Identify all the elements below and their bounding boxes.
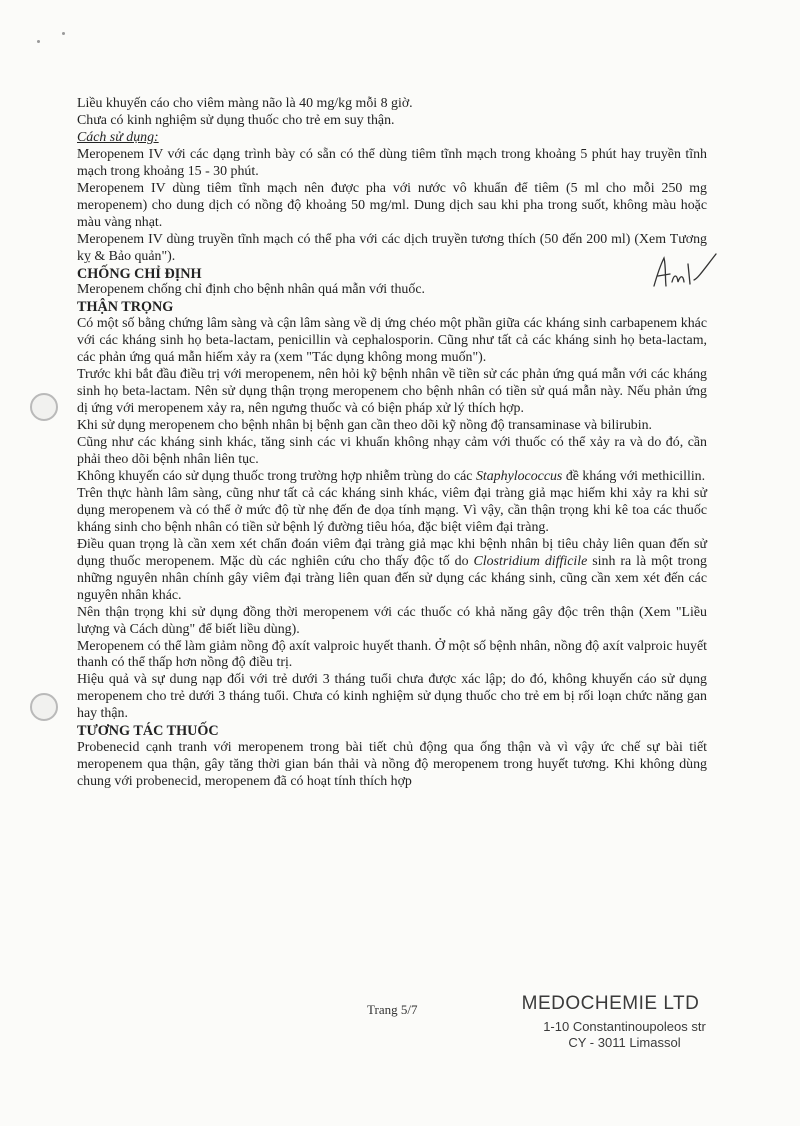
- scan-speck: [62, 32, 65, 35]
- page-number: Trang 5/7: [367, 1002, 418, 1017]
- italic-term: Staphylococcus: [475, 468, 563, 484]
- paragraph: Khi sử dụng meropenem cho bệnh nhân bị bệnh gan cần theo dõi kỹ nồng độ transaminase và bilirubin.: [77, 418, 652, 434]
- paragraph-text: Điều quan trọng là cần xem xét chẩn đoán viêm đại tràng giả mạc khi bệnh nhân bị tiêu chảy liên quan đến sử dụng thuốc meropenem. Mặc dù các nghiên cứu cho thấy độc tố do: [77, 536, 707, 569]
- paragraph-text: đề kháng với methicillin.: [562, 468, 706, 484]
- paragraph: Hiệu quả và sự dung nạp đối với trẻ dưới 3 tháng tuổi chưa được xác lập; do đó, không khuyến cáo sử dụng meropenem cho trẻ dưới 3 tháng tuổi. Chưa có kinh nghiệm sử dụng thuốc cho trẻ em bị rối loạn chức năng gan hay thận.: [77, 672, 707, 722]
- stamp-address-line2: CY - 3011 Limassol: [568, 1035, 681, 1050]
- stamp-company-name: MEDOCHEMIE LTD: [521, 993, 700, 1014]
- paragraph: Có một số bằng chứng lâm sàng và cận lâm sàng về dị ứng chéo một phần giữa các kháng sinh carbapenem khác với các kháng sinh họ beta-lactam, penicillin và cephalosporin. Cũng như tất cả các kháng sinh họ beta-lactam, các phản ứng quá mẫn hiếm xảy ra (xem "Tác dụng không mong muốn").: [77, 316, 707, 366]
- section-heading: TƯƠNG TÁC THUỐC: [77, 723, 219, 740]
- paragraph: Nên thận trọng khi sử dụng đồng thời meropenem với các thuốc có khả năng gây độc trên thận (Xem "Liều lượng và Cách dùng" để biết liều dùng).: [77, 604, 707, 637]
- paragraph: Chưa có kinh nghiệm sử dụng thuốc cho trẻ em suy thận.: [77, 112, 395, 128]
- italic-term: Clostridium difficile: [473, 553, 588, 569]
- paragraph: Liều khuyến cáo cho viêm màng não là 40 mg/kg mỗi 8 giờ.: [77, 96, 413, 111]
- punch-hole-top: [30, 393, 58, 421]
- paragraph-text: Không khuyến cáo sử dụng thuốc trong trường hợp nhiễm trùng do các: [77, 468, 476, 484]
- handwritten-signature: [650, 252, 720, 292]
- paragraph-text: sinh ra là một trong những nguyên nhân chính gây viêm đại tràng liên quan đến sử dụng các kháng sinh, cũng cần xem xét đến các nguyên nhân khác.: [77, 553, 707, 603]
- paragraph: Probenecid cạnh tranh với meropenem trong bài tiết chủ động qua ống thận và vì vậy ức chế sự bài tiết meropenem qua thận, gây tăng thời gian bán thải và nồng độ meropenem trong huyết tương. Khi không dùng chung với probenecid, meropenem đã có hoạt tính thích hợp: [77, 740, 707, 790]
- paragraph: [77, 537, 707, 605]
- paragraph: Cũng như các kháng sinh khác, tăng sinh các vi khuẩn không nhạy cảm với thuốc có thể xảy ra và do đó, cần phải theo dõi bệnh nhân liên tục.: [77, 435, 707, 468]
- paragraph: Meropenem IV dùng truyền tĩnh mạch có thể pha với các dịch truyền tương thích (50 đến 200 ml) (Xem Tương kỵ & Bảo quản").: [77, 231, 707, 264]
- section-heading: CHỐNG CHỈ ĐỊNH: [77, 265, 202, 282]
- paragraph: Trên thực hành lâm sàng, cũng như tất cả các kháng sinh khác, viêm đại tràng giả mạc hiếm khi xảy ra khi sử dụng meropenem và có thể ở mức độ từ nhẹ đến đe dọa tính mạng. Vì vậy, cần thận trọng khi kê toa các thuốc kháng sinh cho bệnh nhân có tiền sử bệnh lý đường tiêu hóa, đặc biệt viêm đại tràng.: [77, 485, 707, 535]
- company-stamp: [521, 993, 713, 1051]
- paragraph: Meropenem IV với các dạng trình bày có sẵn có thể dùng tiêm tĩnh mạch trong khoảng 5 phút hay truyền tĩnh mạch trong khoảng 15 - 30 phút.: [77, 146, 707, 179]
- paragraph: Meropenem chống chỉ định cho bệnh nhân quá mẫn với thuốc.: [77, 282, 425, 298]
- document-body: [77, 96, 707, 791]
- stamp-address-line1: 1-10 Constantinoupoleos str: [543, 1019, 706, 1034]
- scan-speck: [37, 40, 40, 43]
- punch-hole-bottom: [30, 693, 58, 721]
- paragraph: Meropenem có thể làm giảm nồng độ axít valproic huyết thanh. Ở một số bệnh nhân, nồng độ axít valproic huyết thanh có thể thấp hơn nồng độ điều trị.: [77, 638, 707, 671]
- paragraph: Meropenem IV dùng tiêm tĩnh mạch nên được pha với nước vô khuẩn để tiêm (5 ml cho mỗi 250 mg meropenem) cho dung dịch có nồng độ khoảng 50 mg/ml. Dung dịch sau khi pha trong suốt, không màu hoặc màu vàng nhạt.: [77, 180, 707, 230]
- paragraph: [77, 469, 707, 486]
- paragraph: Trước khi bắt đầu điều trị với meropenem, nên hỏi kỹ bệnh nhân về tiền sử các phản ứng quá mẫn với các kháng sinh họ beta-lactam. Nên sử dụng thận trọng meropenem cho bệnh nhân có tiền sử quá mẫn này. Nếu phản ứng dị ứng với meropenem xảy ra, nên ngưng thuốc và có biện pháp xử lý thích hợp.: [77, 367, 707, 417]
- subsection-heading: Cách sử dụng:: [77, 129, 159, 145]
- section-heading: THẬN TRỌNG: [77, 299, 174, 316]
